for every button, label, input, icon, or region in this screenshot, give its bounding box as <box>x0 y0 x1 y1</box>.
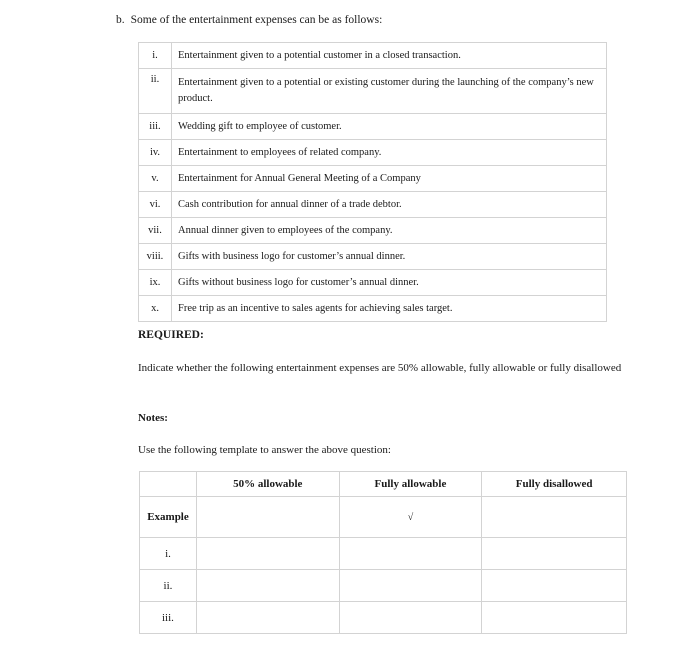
header-cell-empty <box>140 472 197 497</box>
item-number: ix. <box>139 270 172 296</box>
answer-cell[interactable] <box>482 570 627 602</box>
expenses-table <box>138 42 607 322</box>
item-text: Free trip as an incentive to sales agents for achieving sales target. <box>172 296 607 322</box>
section-tag: b. <box>116 14 125 26</box>
example-row <box>140 497 627 538</box>
table-row <box>139 270 607 296</box>
item-text: Wedding gift to employee of customer. <box>172 114 607 140</box>
table-row <box>140 570 627 602</box>
answer-cell[interactable] <box>339 602 482 634</box>
table-row <box>139 43 607 69</box>
answer-cell[interactable] <box>196 497 339 538</box>
item-number: x. <box>139 296 172 322</box>
answer-cell[interactable] <box>339 538 482 570</box>
instruction-text: Indicate whether the following entertainment expenses are 50% allowable, fully allowable or fully disallowed <box>138 362 622 374</box>
header-row <box>140 472 627 497</box>
row-label: iii. <box>140 602 197 634</box>
item-text: Gifts with business logo for customer’s annual dinner. <box>172 244 607 270</box>
check-mark-icon: √ <box>339 497 482 538</box>
row-label: i. <box>140 538 197 570</box>
template-note: Use the following template to answer the above question: <box>138 444 391 456</box>
table-row <box>140 538 627 570</box>
required-heading: REQUIRED: <box>138 329 204 341</box>
item-text: Entertainment given to a potential or existing customer during the launching of the company’s new product. <box>172 69 607 114</box>
item-text: Annual dinner given to employees of the company. <box>172 218 607 244</box>
answer-template-table <box>139 471 627 634</box>
table-row <box>139 140 607 166</box>
table-row <box>139 192 607 218</box>
section-heading-text: Some of the entertainment expenses can be as follows: <box>130 14 383 26</box>
notes-heading: Notes: <box>138 412 168 424</box>
item-text: Cash contribution for annual dinner of a trade debtor. <box>172 192 607 218</box>
answer-cell[interactable] <box>482 602 627 634</box>
answer-cell[interactable] <box>196 602 339 634</box>
header-50-allowable: 50% allowable <box>196 472 339 497</box>
answer-cell[interactable] <box>482 538 627 570</box>
item-text: Entertainment to employees of related company. <box>172 140 607 166</box>
item-number: iv. <box>139 140 172 166</box>
item-number: vi. <box>139 192 172 218</box>
item-number: v. <box>139 166 172 192</box>
item-number: viii. <box>139 244 172 270</box>
header-fully-allowable: Fully allowable <box>339 472 482 497</box>
answer-cell[interactable] <box>196 538 339 570</box>
item-number: iii. <box>139 114 172 140</box>
table-row <box>139 114 607 140</box>
section-heading <box>116 14 382 26</box>
item-text: Gifts without business logo for customer’s annual dinner. <box>172 270 607 296</box>
item-text: Entertainment for Annual General Meeting of a Company <box>172 166 607 192</box>
item-number: vii. <box>139 218 172 244</box>
table-row <box>140 602 627 634</box>
answer-cell[interactable] <box>339 570 482 602</box>
answer-cell[interactable] <box>482 497 627 538</box>
example-label: Example <box>140 497 197 538</box>
row-label: ii. <box>140 570 197 602</box>
item-number: i. <box>139 43 172 69</box>
table-row <box>139 69 607 114</box>
header-fully-disallowed: Fully disallowed <box>482 472 627 497</box>
table-row <box>139 296 607 322</box>
table-row <box>139 244 607 270</box>
item-text: Entertainment given to a potential customer in a closed transaction. <box>172 43 607 69</box>
table-row <box>139 166 607 192</box>
answer-cell[interactable] <box>196 570 339 602</box>
item-number: ii. <box>139 69 172 114</box>
table-row <box>139 218 607 244</box>
